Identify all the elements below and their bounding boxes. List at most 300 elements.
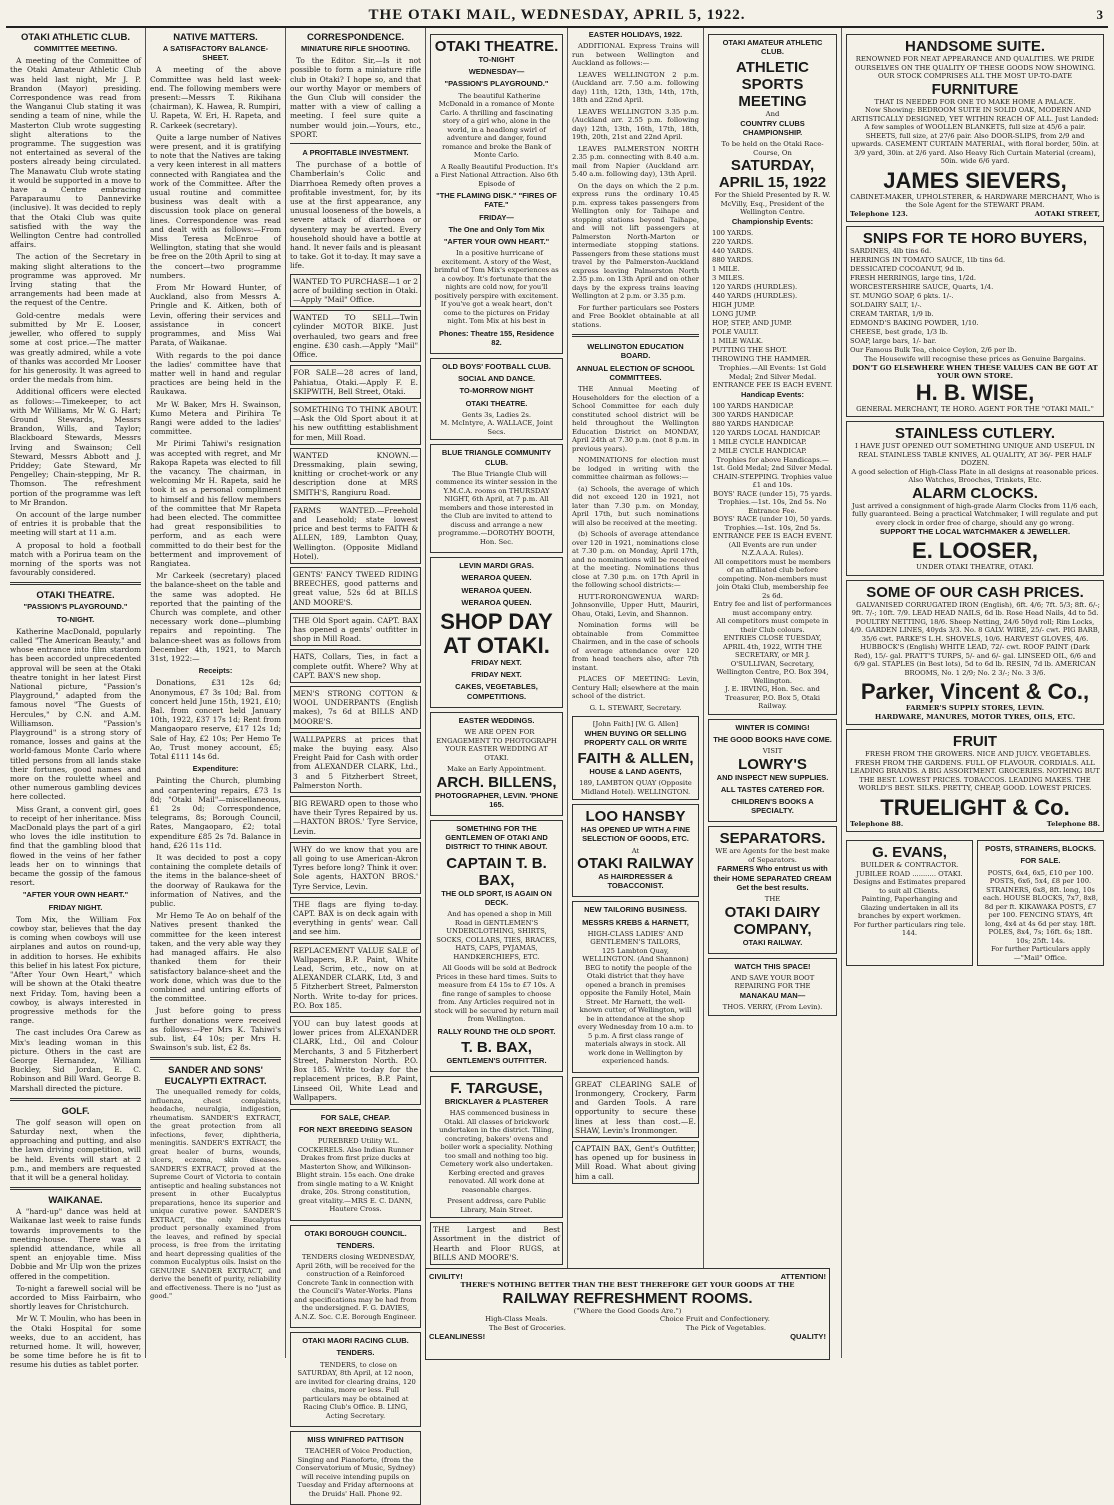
bax-ad [430,820,563,1072]
classified-ad: WALLPAPERS at prices that make the buying easy. Also Freight Paid for Cash with order from ALEXANDER CLARK, Ltd., 3 and 5 Fitzherbert Street, Palmerston North. [290,732,421,793]
list-item: 100 YARDS. [712,229,754,238]
gentlemen-heading: SOMETHING FOR THE GENTLEMEN OF OTAKI AND DISTRICT TO THINK ABOUT. [445,823,548,852]
quality-label: QUALITY! [790,1332,826,1341]
sanders-heading: SANDER AND SONS' EUCALYPTI EXTRACT. [164,1065,267,1088]
lowrys-ad [708,719,837,823]
ad-text: PLACES OF MEETING: Levin, Century Hall; elsewhere at the main school of the district. [572,675,699,701]
article-paragraph: From Mr Howard Hunter, of Auckland, also from Messrs A. Pringle and K. Aitken, both of Levin, offering their services and assistance in concert programmes, and Miss Wai Parata, of Waikanae. [150,283,281,348]
athletic-club-heading: OTAKI ATHLETIC CLUB. [20,32,131,43]
watch-label: WATCH THIS SPACE! [734,961,811,971]
borough-heading: OTAKI BOROUGH COUNCIL. [304,1228,407,1238]
article-paragraph: Miss Grant, a convent girl, goes to receipt of her inheritance. Miss MacDonald plays the part of a girl who loves the idle institution to find that the gambling blood that flowed in the veins of her father leads her on to winnings that became the gossip of the famous resort. [10,804,141,888]
classified-ad: GENTS' FANCY TWEED RIDING BREECHES, good patterns and great value, 52s 6d at BILLS AND MOORE'S. [290,567,421,610]
cash-prices-heading: SOME OF OUR CASH PRICES. [866,583,1084,601]
tenders-label: TENDERS. [336,1348,375,1358]
railway-label: OTAKI RAILWAY [577,855,694,873]
ad-text: Just arrived a consignment of high-grade Alarm Clocks from 11/6 each, fully guaranteed. Being a practical Watchmaker, I will regulate and put every clock in order free of charge, should any go wrong. [851,501,1099,527]
golf-heading: GOLF. [61,1105,90,1117]
sievers-address: AOTAKI STREET, [1034,209,1100,218]
truelight-telephone: Telephone 88. [1046,819,1100,828]
for-sale-label: FOR SALE. [1020,856,1061,866]
refreshment-rooms-ad [425,1268,830,1360]
snips-heading: SNIPS FOR TE HORO BUYERS, [862,230,1088,247]
list-item: 440 YARDS (HURDLES). [712,292,798,301]
sports-meeting-ad [708,34,837,715]
civility-label: CIVILITY! [429,1272,463,1281]
list-item: HIGH JUMP. [712,301,755,310]
friday-next-label: FRIDAY NEXT. [471,658,522,668]
columns [6,28,1108,1498]
ad-text: HAS commenced business in Otaki. All classes of brickwork undertaken in the district. Tiling, concreting, bakers' ovens and boiler work a speciality. Nothing too small and nothing too big. Cemetery work also undertaken. Kerbing erected and graves renovated. All work done at reasonable charges. [439,1109,554,1194]
rally-label: RALLY ROUND THE OLD SPORT. [437,1026,556,1036]
native-matters-heading: NATIVE MATTERS. [173,32,258,43]
held-label: To be held on the Otaki Race-Course, On [721,140,824,157]
venue-label: OTAKI THEATRE. [465,398,528,408]
ad-text: Nomination forms will be obtainable from Committee Chairmen, and in the case of schools of average attendance over 120 from head teachers also, after 7th instant. [572,621,699,672]
housewife-label: The Housewife will recognise these prices as Genuine Bargains. [864,355,1086,363]
sievers-name: JAMES SIEVERS, [883,167,1067,193]
boys-race-label: BOYS' RACE (under 15), 75 yards. Trophies.—1st. 10s, 2nd 5s. No Entrance Fee. [713,489,832,515]
sievers-subheading: CABINET-MAKER, UPHOLSTERER, & HARDWARE MERCHANT, Who is the Sole Agent for the STEWART PRAM. [850,192,1100,209]
mardi-gras-ad [430,557,563,708]
ad-text: All Goods will be sold at Bedrock Prices in these hard times. Suits to measure from £4 15s to £7 10s. A fine range of samples to choose from. Any Articles required not in stock will be secured by return mail from Wellington. [434,964,559,1023]
amateur-club-label: OTAKI AMATEUR ATHLETIC CLUB. [722,38,823,57]
tomorrow-label: TO-MORROW NIGHT [459,386,534,396]
address-label: Present address, care Public Library, Main Street. [447,1197,546,1214]
theatre-subheading: "PASSION'S PLAYGROUND." [23,602,128,612]
address-label: 189, LAMBTON QUAY (Opposite Midland Hotel). WELLINGTON. [579,779,692,796]
list-item: 2 MILE CYCLE HANDICAP. [712,446,807,455]
article-paragraph: Mr Pirimi Tahiwi's resignation was accepted with regret, and Mr Rakopa Rapeta was elected to fill the vacancy. The chairman, in welcoming Mr H. Rapeta, said he took it as a personal compliment to himself and his fellow members of the committee that Mr Rapeta had been elected. The committee had great responsibilities to perform, and as each were committed to do their best for the betterment and improvement of Rangiatea. [150,439,281,568]
loo-hansby-name: LOO HANSBY [585,808,686,826]
tom-mix-label: The One and Only Tom Mix [448,224,545,234]
verry-name: THOS. VERRY, (From Levin). [722,1003,823,1012]
country-label: COUNTRY CLUBS CHAMPIONSHIP. [740,118,805,138]
attention-label: ATTENTION! [780,1272,826,1281]
article-paragraph: Painting the Church, plumbing and carpentering repairs, £73 1s 8d; "Otaki Mail"—miscellaneous, £1 2s 0d; Correspondence, telegrams, 8s; Borough Council, Rates, Mangaoparo, £2; total expenditure £85 2s 7d. Balance in hand, £26 11s 11d. [150,776,281,850]
friday-next-label: FRIDAY NEXT. [471,670,522,680]
bottom-ads-row [846,836,1104,970]
cleanliness-label: CLEANLINESS! [429,1332,486,1341]
billens-ad [430,712,563,816]
column-1 [6,28,146,1370]
secretary-label: J. E. IRVING, Hon. Sec. and Treasurer, P.O. Box 5, Otaki Railway. [724,685,821,711]
signature: G. L. STEWART, Secretary. [589,703,682,712]
list-item: 880 YARDS HANDICAP. [712,419,794,428]
agents-label: HOUSE & LAND AGENTS, [589,766,682,776]
snips-list [850,247,1100,355]
otaki-theatre-heading: OTAKI THEATRE. [36,590,115,602]
parker-vincent-ad [846,580,1104,726]
evans-ad [846,840,973,966]
books-label: THE GOOD BOOKS HAVE COME. [713,734,832,744]
refreshment-rooms-name: RAILWAY REFRESHMENT ROOMS. [502,1289,753,1307]
shield-label: For the Shield Presented by R. W. McVilly, Esq., President of the Wellington Centre. [714,191,831,217]
article-paragraph: A meeting of the Committee of the Otaki Amateur Athletic Club was held last night, Mr J. P. Brandon (Mayor) presiding. Correspondence was read from the Wanganui Club stating it was sending a team of nine, while the Masterton Club wrote suggesting slight alterations to the programme. The suggestion was not entertained as several of the posters already being circulated. The Manawatu Club wrote stating it would be supported in a move to have a Centre embracing Paraparaumu to Dannevirke (inclusive). It was decided to reply that the Otaki Club was quite satisfied with the way the Wellington Centre had controlled affairs. [10,56,141,250]
list-item: THROWING THE HAMMER. [712,355,811,364]
meals-label: High-Class Meals. [485,1315,548,1323]
competitors-label: All competitors must be members of an affiliated club before competing. Non-members must join Otaki Club, membership fee 2s 6d. [714,557,831,600]
ad-text: NOMINATIONS for election must be lodged in writing with the committee chairman as follows:— [572,456,699,482]
tailor-sub: HIGH-CLASS LADIES' AND GENTLEMEN'S TAILORS, [587,929,684,947]
stock-label: OUR STOCK COMPRISES ALL THE MOST UP-TO-DATE [878,72,1072,80]
divider [10,1187,141,1190]
list-item: LONG JUMP. [712,310,757,319]
theatre-subheading-2: "AFTER YOUR OWN HEART." [22,890,129,900]
column-6 [704,28,842,1358]
outfitter-label: GENTLEMEN'S OUTFITTER. [446,1055,547,1065]
serial-title: "THE FLAMING DISK." "FIRES OF FATE." [436,191,557,210]
admission-label: Gents 3s, Ladies 2s. [461,410,532,419]
billens-name: ARCH. BILLENS, [436,773,557,791]
entrance-label: ENTRANCE FEE IS EACH EVENT. [712,532,833,541]
divider [290,143,421,144]
old-boys-ad [430,358,563,440]
ad-text: THERE'S NOTHING BETTER THAN THE BEST THEREFORE GET YOUR GOODS AT THE [460,1281,795,1289]
classified-ad: THE flags are flying to-day. CAPT. BAX is on deck again with everything in gents' wear. Call and see him. [290,897,421,940]
photographer-label: PHOTOGRAPHER, LEVIN. 'PHONE 165. [435,790,558,809]
meeting-date: SATURDAY, APRIL 15, 1922 [718,157,827,192]
and-label: And [765,110,780,119]
truelight-ad [846,729,1104,832]
list-item: 1 MILE WALK. [712,337,764,346]
blue-triangle-ad [430,444,563,553]
classified-ad: GREAT CLEARING SALE of Ironmongery, Crockery, Farm and Garden Tools. A rare opportunity to secure these lines at less than cost.—E. SHAW, Levin's Ironmonger. [572,1077,699,1138]
native-matters-subheading: A SATISFACTORY BALANCE-SHEET. [162,44,269,63]
list-item: POLE VAULT. [712,328,759,337]
bax-name: CAPTAIN T. B. BAX, [446,854,547,889]
list-item: 300 YARDS HANDICAP. [712,410,794,419]
entries-close-label: ENTRIES CLOSE TUESDAY, APRIL 4th, 1922, WITH THE SECRETARY, or MR J. O'SULLIVAN, Secretary, Wellington Centre, P.O. Box 394, Wellington. [716,634,829,685]
column-5 [568,28,704,1358]
classified-ad: WANTED TO SELL—Twin cylinder MOTOR BIKE. Just overhauled, two gears and free engine. £30 cash.—Apply "Mail" Office. [290,310,421,362]
list-item: SOAP, large bars, 1/- bar. [850,337,937,345]
inspect-label: AND INSPECT NEW SUPPLIES. [716,772,829,782]
dairy-name: OTAKI DAIRY COMPANY, [724,903,821,938]
easter-holidays-heading: EASTER HOLIDAYS, 1922. [588,30,683,39]
ad-text: A Really Beautiful Production. It's a First National Attraction. Also 6th Episode of [434,162,559,188]
manakau-label: MANAKAU MAN— [739,990,806,1000]
entry-fee-label: Entry fee and list of performances must accompany entry. [713,600,832,617]
fruit-label: Choice Fruit and Confectionery. [659,1315,770,1323]
queen-label: WERAROA QUEEN. [461,597,532,607]
handsome-heading: HANDSOME SUITE. [904,38,1045,55]
championship-events-list [712,229,833,364]
dairy-ad [708,826,837,953]
theatre-ad-heading: OTAKI THEATRE. [434,38,559,55]
lowrys-name: LOWRY'S [738,755,807,773]
ad-text: WE ARE OPEN FOR ENGAGEMENT TO PHOTOGRAPH YOUR EASTER WEDDING AT OTAKI. [436,728,557,762]
wednesday-label: WEDNESDAY— [468,67,525,77]
evans-subheading: BUILDER & CONTRACTOR. [860,861,959,870]
article-paragraph: A proposal to hold a football match with a Porirua team on the morning of the sports was not favourably considered. [10,540,141,578]
classified-ad: THE Old Sport again. CAPT. BAX has opened a gents' outfitter in shop in Mill Road. [290,613,421,647]
ad-text: For further particulars see Posters and Free Booklet obtainable at all stations. [572,303,699,329]
classified-ad: THE Largest and Best Assortment in the district of Hearth and Floor RUGS, at BILLS AND MOORE'S. [430,1222,563,1265]
classified-ad: HATS, Collars, Ties, in fact a complete outfit. Where? Why at CAPT. BAX'S new shop. [290,649,421,683]
at-label: At [631,846,640,855]
expenditure-heading: Expenditure: [192,764,239,774]
theatre-ad [430,34,563,354]
maori-racing-ad [290,1332,421,1427]
tailoring-heading: NEW TAILORING BUSINESS. [584,905,687,915]
ad-text: LEAVES WELLINGTON 2 p.m. (Auckland arr. 7.50 a.m. following day) 11th, 12th, 13th, 14th, 17th, 18th and 22nd April. [572,70,699,105]
list-item: 880 YARDS. [712,256,754,265]
ad-text: HUTT-RORONGWENUA WARD: Johnsonville, Upper Hutt, Mauriri, Ohau, Otaki, Levin, and Shannon. [572,592,699,618]
dont-label: DON'T GO ELSEWHERE WHEN THESE VALUES CAN BE GOT AT YOUR OWN STORE. [852,363,1098,380]
maori-racing-heading: OTAKI MAORI RACING CLUB. [302,1336,409,1346]
column-2 [146,28,286,1358]
trophies-label: Trophies.—All Events: 1st Gold Medal; 2nd Silver Medal. ENTRANCE FEE IS EACH EVENT. [712,364,833,390]
faith-allen-name: FAITH & ALLEN, [577,749,694,767]
ad-text: TENDERS closing WEDNESDAY, April 26th, will be received for the construction of a Reinforced Concrete Tank in connection with the Council's Water-Works. Plans and specifications may be had from the undersigned. F. G. DAVIES, A.N.Z. Soc. C.E. Borough Engineer. [294,1253,417,1321]
phones-label: Phones: Theatre 155, Residence 82. [438,328,555,347]
divider [150,1057,281,1060]
list-item: Our Famous Bulk Tea, choice Ceylon, 2/6 per lb. [850,346,1017,354]
handicap-label: Handicap Events: [741,389,804,399]
ad-text: TEACHER of Voice Production, Singing and Pianoforte, (from the Conservatorium of Music, Sydney) will receive intending pupils on Tuesday and Friday afternoons at the Druids' Hall. Phone 92. [295,1447,416,1498]
article-paragraph: Gold-centre medals were submitted by Mr E. Looser, jeweller, who offered to supply some at cost price.—The matter was greatly admired, while a vote of thanks was accorded Mr Looser for his generosity. It was agreed to order the medals from him. [10,310,141,385]
receipts-heading: Receipts: [198,666,233,676]
list-item: 120 YARDS (HURDLES). [712,283,798,292]
classified-ad: MEN'S STRONG COTTON & WOOL UNDERPANTS (English makes), 7s 6d at BILLS AND MOORE'S. [290,686,421,729]
ad-text: (a) Schools, the average of which did not exceed 120 in 1921, not later than 7.30 p.m. on Monday, April 17th, but such nominations will also be received at the meeting. [572,484,699,527]
article-paragraph: A meeting of the above Committee was held last week-end. The following members were present:—Messrs T. Rikihana (chairman), K. Hawea, R. Rumpiri, U. Rapeta, W. Eri, H. Rapeta, and R. Carkeek (secretary). [150,65,281,130]
ad-text: TENDERS, to close on SATURDAY, 8th April, at 12 noon, are invited for clearing drains, 120 chains, more or less. Full particulars may be obtained at Racing Club's Office. B. LING, Acting Secretary. [295,1360,416,1420]
dairy-location: OTAKI RAILWAY. [742,937,803,947]
article-paragraph: The cast includes Ora Carew as Mix's leading woman in this picture. Others in the cast are George Hernandez, William Buckley, Sid Jordan, E. C. Robinson and Bill Ward. George B. Marshall directed the picture. [10,1028,141,1093]
film-title: "AFTER YOUR OWN HEART." [443,236,550,246]
ad-text: Designs and Estimates prepared to suit all Clients. [853,878,966,895]
farmers-label: FARMERS Who entrust us with their HOME SEPARATED CREAM Get the best results. [713,864,832,892]
list-item: DESSICATED COCOANUT, 9d lb. [850,265,965,273]
for-sale-ad [290,1109,421,1221]
for-sale-heading: FOR SALE, CHEAP. [320,1112,391,1122]
article-paragraph: Mr W. Baker, Mrs H. Swainson, Kumo Metera and Pirihira Te Rangi were added to the ladies' committee. [150,399,281,437]
children-label: CHILDREN'S BOOKS A SPECIALTY. [731,797,814,816]
ad-text: THE Annual Meeting of Householders for the election of a School Committee for each duly constituted school district will be held throughout the Wellington Education District on MONDAY, April 24th at 7.30 p.m. (not 8 p.m. in previous years). [572,385,699,453]
rifle-subheading: MINIATURE RIFLE SHOOTING. [300,44,411,53]
sievers-ad [846,34,1104,222]
easter-heading: EASTER WEDDINGS. [458,715,535,725]
secretaries-label: M. McIntyre, A. WALLACE, Joint Secs. [440,419,553,436]
needed-label: THAT IS NEEDED FOR ONE TO MAKE HOME A PALACE. [874,97,1076,106]
hairdresser-label: AS HAIRDRESSER & TOBACCONIST. [598,872,673,891]
targuse-ad [430,1076,563,1218]
ad-text: And has opened a shop in Mill Road in GENTLEMEN'S UNDERCLOTHING, SHIRTS, SOCKS, COLLARS, TIES, BRACES, HATS, CAPS, PYJAMAS, HANDKERCHIEFS, ETC. [436,910,557,961]
list-item: WORCESTERSHIRE SAUCE, Quarts, 1/4. [850,283,994,291]
chain-label: CHAIN-STEPPING. Trophies value £1 and 10s. [712,472,833,490]
ad-text: ADDITIONAL Express Trains will run between Wellington and Auckland as follows:— [572,42,699,68]
colours-label: All competitors must compete in their Club colours. [716,617,829,634]
cakes-label: CAKES, VEGETABLES, COMPETITIONS. [455,682,538,701]
ad-text: RENOWNED FOR NEAT APPEARANCE AND QUALITIES. WE PRIDE OURSELVES ON THE QUALITY OF THESE GOODS NOW SHOWING. [854,55,1096,72]
rules-label: (All Events are run under N.Z.A.A.A. Rules). [728,540,817,558]
old-boys-heading: OLD BOYS' FOOTBALL CLUB. [442,362,551,372]
visit-label: VISIT [762,747,783,756]
list-item: 120 YARDS LOCAL HANDICAP. [712,428,821,437]
blue-triangle-heading: BLUE TRIANGLE COMMUNITY CLUB. [441,448,552,467]
ad-footer-row [429,1332,826,1341]
queen-label: WERAROA QUEEN. [461,585,532,595]
separators-heading: SEPARATORS. [719,830,826,848]
friday-label: FRIDAY— [479,212,514,222]
sievers-telephone: Telephone 123. [850,209,908,218]
appointment-label: Make an Early Appointment. [446,765,547,774]
groceries-label: The Best of Groceries. [488,1323,566,1332]
truelight-telephone: Telephone 88. [850,819,904,828]
classified-ad: WANTED TO PURCHASE—1 or 2 acre of building section in Otaki.—Apply "Mail" Office. [290,274,421,308]
save-label: AND SAVE YOUR BOOT REPAIRING FOR THE [730,973,815,991]
masthead-title: THE OTAKI MAIL, WEDNESDAY, APRIL 5, 1922. [368,6,746,23]
boys-race-label: BOYS' RACE (under 10), 50 yards. Trophies.—1st. 10s, 2nd 5s. [713,515,832,532]
bax-subheading: THE OLD SPORT, IS AGAIN ON DECK. [441,888,552,907]
ad-text: GALVANISED CORRUGATED IRON (English), 6ft. 4/6; 7ft. 5/3; 8ft. 6/-; 9ft. 7/-; 10ft. 7/9. LEAD HEAD NAILS, 6d lb. Rose Head Nails, 4d to 5d. POULTRY NETTING, 18/6. Sheep Netting, 24/6 50yd roll; Rim Locks, 4/9. GARDEN LINES, 40yds 3/3. No. 8 GALV. WIRE, 25/- cwt. PIG BARB, 35/6 cwt. PARKE'S L.H. SHOVELS, 10/6. HARVEST GLOVES, 4/6. HUBBOCK'S (English) WHITE LEAD, 72/- cwt. ROOF PAINT (Dark Red), 15/- gal. PRATT'S TURPS, 5/- and 6/- gal. LINSEED OIL, 6/6 and 6/9 gal. STAPLES (in Best lots), 5d to 6d lb. RESIN, 7d lb. AMERICAN BROOMS, No. 1 2/9; No. 2 3/-; No. 3 3/6. [850,600,1100,677]
tenders-label: TENDERS. [336,1241,375,1251]
sports-heading: ATHLETIC SPORTS MEETING [735,59,810,111]
article-paragraph: The action of the Secretary in making slight alterations to the programme was approved. Mr Irving stating that the arrangements had been made at the request of the Centre. [10,252,141,308]
article-paragraph: Mr Hemo Te Ao on behalf of the Natives present thanked the committee for the keen interest taken, and the very able way they had managed affairs. He also thanked them for their satisfactory balance-sheet and the work done, which was due to the combined and untiring efforts of the committee. [150,911,281,1004]
divider [10,582,141,585]
article-paragraph: Additional officers were elected as follows:—Timekeeper, to act with Mr Williams, Mr W. G. Hart; Ground Stewards, Messrs Brandon, Wills, and Taylor; Blackboard Stewards, Messrs Irving and Swainson; Cell Steward, Messrs Abbott and J. Priddey; Gate Steward, Mr Pengelley; Chain-stepping, Mr R. Thomson. The refreshment portion of the programme was left to Mr Brandon. [10,387,141,507]
parker-vincent-name: Parker, Vincent & Co., [860,679,1090,705]
tonight-label: TO-NIGHT. [56,614,95,624]
article-paragraph: To the Editor. Sir,—Is it not possible to form a miniature rifle club in Otaki? I hope so, and that our worthy Mayor or members of the Gun Club will consider the matter with a view of calling a meeting. I feel sure quite a number would join.—Yours, etc., SPORT. [290,56,421,139]
education-board-heading: WELLINGTON EDUCATION BOARD. [587,342,684,361]
film-title: "PASSION'S PLAYGROUND." [444,79,549,89]
column-7 [842,28,1108,1358]
ad-text: WHEN BUYING OR SELLING PROPERTY CALL OR WRITE [584,728,687,747]
ad-text: (b) Schools of average attendance over 120 in 1921, nominations close at 7.30 p.m. on Monday, April 17th, and no nominations will be received at the meeting. Nominations thus close at 7.30 p.m. on 17th April in the following school districts:— [572,530,699,590]
ad-text: LEAVES WELLINGTON 3.35 p.m. (Auckland arr. 2.55 p.m. following day) 12th, 13th, 16th, 17th, 18th, 19th, 20th, 21st and 22nd April. [572,107,699,142]
ad-text: POSTS, 6x4, 6x5, £10 per 100. POSTS, 6x6, 5x4, £8 per 100. STRAINERS, 6x8, 8ft. long, 10s each. HOUSE BLOCKS, 7x7, 8x8, 8d per ft. KIKAWAKA POSTS, £7 per 100. FENCING STAYS, 4ft long, 4x4 at 4s 6d per stay. 18ft. POLES, 8x4, 7s; 16ft. 6s; 18ft. 10s; 25ft. 14s. [982,868,1099,945]
ad-text: FRESH FROM THE GROWERS. NICE AND JUICY. VEGETABLES. FRESH FROM THE GARDENS. FULL OF FLAVOUR. CORDIALS. ALL LEADING BRANDS. A BIG ASSORTMENT. GROCERIES. NOTHING BUT THE BEST. LOWEST PRICES. TOBACCOS. LEADING MAKES. THE WORLD'S BEST. SILKS. PRETTY, CHEAP, GOOD. LOWEST PRICES. [850,750,1100,793]
ad-text: In a positive hurricane of excitement. A story of the West, brimful of Tom Mix's experiences as a cowboy. It's fortunate that the nights are cold now, for you'll positively perspire with excitement. If you've got a weak heart, don't come to the pictures on Friday night. Tom Mix at his best in [434,249,559,326]
classified-ad: FARMS WANTED.—Freehold and Leasehold; state lowest price and best terms to FAITH & ALLEN, 189, Lambton Quay, Wellington. (Opposite Midland Hotel). [290,503,421,564]
list-item: EDMOND'S BAKING POWDER, 1/10. [850,319,979,327]
posts-heading: POSTS, STRAINERS, BLOCKS. [985,844,1096,854]
ad-text: For further particulars ring tele. 144. [853,920,966,938]
list-item: SOLDAIRY SALT, 1/-. [850,301,922,309]
wise-ad [846,226,1104,417]
looser-ad [846,421,1104,576]
ad-text: WE are Agents for the best make of Separators. [715,847,830,864]
divider [572,334,699,337]
krebs-harnett-ad [572,901,699,1072]
list-item: HOP, STEP, AND JUMP. [712,319,792,328]
fruit-heading: FRUIT [952,733,998,751]
list-item: 1 MILE CYCLE HANDICAP. [712,437,807,446]
wise-name: H. B. WISE, [915,379,1035,405]
waikanae-heading: WAIKANAE. [48,1195,103,1207]
friday-label: FRIDAY NIGHT. [48,902,103,912]
tastes-label: ALL TASTES CATERED FOR. [720,784,825,794]
article-paragraph: Donations, £31 12s 6d; Anonymous, £7 3s 10d; Bal. from concert held June 15th, 1921, £10; Bal. from concert held January 10th, 1922, £37 17s 1d; Rent from Mangaoparo reserve, £17 12s 1d; Sale of Hay, £2 10s; Per Hemo Te Ao, Trust money account, £5; Total £111 14s 6d. [150,678,281,762]
borough-council-ad [290,1225,421,1328]
ad-text: On the days on which the 2 p.m. express runs the ordinary 10.45 p.m. express takes passengers from Wellington only for Taihape and stopping stations beyond Taihape, and will not lift passengers at Palmerston North-Marton or intermediate stopping stations. Passengers from these stations must travel by the Palmerston-Auckland express leaving Palmerston North 2.35 p.m. on 13th April and on other days by the express trains leaving Wellington at 2 p.m. or 3.35 p.m. [572,181,699,301]
ad-text: PUREBRED Utility W.L. COCKERELS. Also Indian Runner Drakes from first prize ducks at Masterton Show, and Wilkinson-Blight strain. 15s each. One drake from single mating to a W. Knight drake, 20s. Strong constitution, great vitality.—MRS E. C. DANN, Hautere Cross. [296,1137,415,1214]
athletic-club-subheading: COMMITTEE MEETING. [33,44,118,53]
looser-address: UNDER OTAKI THEATRE, OTAKI. [916,563,1034,572]
list-item: PUTTING THE SHOT. [712,346,788,355]
election-subheading: ANNUAL ELECTION OF SCHOOL COMMITTEES. [576,363,695,382]
article-paragraph: With regards to the poi dance the ladies' committee have that matter well in hand and regular practices are being held in the Raukawa. [150,350,281,397]
bricklayer-label: BRICKLAYER & PLASTERER [444,1096,549,1106]
article-paragraph: A "hard-up" dance was held at Waikanae last week to raise funds towards improvements to the meeting-house. There was a splendid attendance, while all spent an enjoyable time. Miss Dobbie and Mr Ulp won the prizes offered in the competition. [10,1207,141,1281]
loo-hansby-ad [572,804,699,897]
sievers-footer [850,210,1100,219]
classified-ad: YOU can buy latest goods at lower prices from ALEXANDER CLARK, Ltd., Oil and Colour Merchants, 3 and 5 Fitzherbert Street, Palmerston North. P.O. Box 185. Write to-day for the replacement prices, B.P. Paint, Linseed Oil, White Lead and Wallpapers. [290,1016,421,1105]
page-number: 3 [1096,7,1104,22]
article-paragraph: The unequalled remedy for colds, influenza, chest complaints, headache, neuralgia, indigestion, rheumatism. SANDER'S EXTRACT, the great protection from all infections, fever, diphtheria, meningitis. SANDER'S EXTRACT, the great healer of burns, wounds, ulcers, eczema, skin diseases. SANDER'S EXTRACT, proved at the Supreme Court of Victoria to contain antiseptic and healing substances not present in other Eucalyptus preparations, hence its superior and unique curative power. SANDER'S EXTRACT, the only Eucalyptus product personally examined from the leaves, and refined by special process, is free from the irritating and heart depressing qualities of the common Eucalyptus oils. Insist on the GENUINE SANDER EXTRACT, and derive the benefit of purity, reliability and effectiveness. There is no "just as good." [150,1088,281,1301]
column-3 [286,28,426,1498]
list-item: 220 YARDS. [712,238,754,247]
ad-text: LEAVES PALMERSTON NORTH 2.35 p.m. connecting with 8.40 a.m. mail from Napier (Auckland arr. 5.40 a.m. following day), 13th April. [572,144,699,179]
evans-name: G. EVANS, [872,844,947,862]
ad-text: The beautiful Katherine McDonald in a romance of Monte Carlo. A thrilling and fascinating story of a girl who, alone in the world, in a headlong swirl of adventure and danger, found romance and broke the Bank of Monte Carlo. [438,91,555,160]
verry-ad [708,958,837,1016]
ad-text: Painting, Paperhanging and Glazing undertaken in all its branches by expert workmen. [858,895,961,921]
parker-subheading-2: HARDWARE, MANURES, MOTOR TYRES, OILS, ETC. [874,712,1076,721]
queen-label: WERAROA QUEEN. [461,573,532,583]
article-paragraph: On account of the large number of entries it is probable that the meeting will start at 11 a.m. [10,509,141,538]
article-paragraph: The purchase of a bottle of Chamberlain's Colic and Diarrhoea Remedy often proves a profitable investment, for, by its use at the first appearance, any unusual looseness of the bowels, a severe attack of diarrhoea or dysentery may be averted. Every household should have a bottle at hand. It never fails and is pleasant to take. Got it to-day. It may save a life. [290,160,421,271]
tonight-label: TO-NIGHT [478,55,515,64]
shop-day-heading: SHOP DAY AT OTAKI. [440,609,553,659]
targuse-name: F. TARGUSE, [450,1079,543,1097]
evans-address: JUBILEE ROAD ........... OTAKI. [856,869,963,878]
trophies-label: Trophies for above Handicaps.—1st. Gold Medal; 2nd Silver Medal. [712,455,833,473]
ad-text: BEG to notify the people of the Otaki district that they have opened a branch in premises opposite the Family Hotel, Main Street. Mr Harnett, the well-known cutter, of Wellington, will be in attendance at the shop every Wednesday from 10 a.m. to 5 p.m. A first class range of materials always in stock. All work done in Wellington by experienced hands. [577,963,694,1066]
mardi-gras-heading: LEVIN MARDI GRAS. [459,561,534,571]
support-label: SUPPORT THE LOCAL WATCHMAKER & JEWELLER. [879,527,1071,536]
classified-ad: WANTED KNOWN.—Dressmaking, plain sewing, knitting or crochet-work or any description done at MRS SMITH'S, Rangiuru Road. [290,448,421,500]
article-paragraph: To-night a farewell social will be accorded to Miss Fairbairn, who shortly leaves for Christchurch. [10,1283,141,1312]
championship-label: Championship Events: [731,216,814,226]
list-item: HERRINGS IN TOMATO SAUCE, 1lb tins 6d. [850,256,1006,264]
tailor-name: MESSRS KREBS & HARNETT, [582,917,689,927]
article-paragraph: Mr Carkeek (secretary) placed the balance-sheet on the table and the same was adopted. He reported that the painting of the Church was complete, and other necessary work done—plumbing repairs and repointing. The balance-sheet was as follows from December 4th, 1921, to March 31st, 1922:— [150,571,281,663]
classified-ad: BIG REWARD open to those who have their Tyres Repaired by us.—HAXTON BROS.' Tyre Service, Levin. [290,796,421,839]
article-paragraph: The golf season will open on Saturday next, when the approaching and putting, and also the lawn driving competition, will be held. Events will start at 2 p.m., and members are requested that it will be a general holiday. [10,1117,141,1182]
bax-name-2: T. B. BAX, [461,1038,532,1056]
article-paragraph: Just before going to press further donations were received as follows:—Per Mrs K. Tahiwi's sub. list, £4 10s; per Mrs H. Swainson's sub. list, £2 8s. [150,1006,281,1053]
offerings-row-2 [429,1324,826,1333]
social-label: SOCIAL AND DANCE. [457,374,536,384]
stainless-heading: STAINLESS CUTLERY. [894,425,1055,442]
ad-text: For further Particulars apply—"Mail" Office. [990,945,1091,962]
classified-ad: SOMETHING TO THINK ABOUT.—Ask the Old Sport about it at his new outfitting establishment for men, Mill Road. [290,402,421,445]
wise-subheading: GENERAL MERCHANT, TE HORO. AGENT FOR THE "OTAKI MAIL." [856,404,1094,413]
ad-header-row [429,1272,826,1281]
list-item: SARDINES, 4lb tins 6d. [850,247,932,255]
correspondence-heading: CORRESPONDENCE. [306,32,405,43]
handicap-events-list [712,402,833,456]
article-paragraph: Tom Mix, the William Fox cowboy star, believes that the day is coming when cowboys will use airplanes and autos on round-up, in addition to horses. He exhibits this belief in his latest Fox picture, "After Your Own Heart," which will be shown at the Otaki theatre next Friday. Tom, having been a cowboy, is always interested in progressive methods for the range. [10,914,141,1026]
tailor-address: 125 Lambton Quay, WELLINGTON. (And Shannon) [582,946,689,964]
looser-name: E. LOOSER, [912,538,1038,564]
classified-ad: WHY do we know that you are all going to use American-Akron Tyres before long? Think it over. Sole agents, HAXTON BROS.' Tyre Service, Levin. [290,842,421,894]
list-item: 440 YARDS. [712,247,754,256]
breeding-subheading: FOR NEXT BREEDING SEASON [298,1125,413,1135]
parker-subheading: FARMER'S SUPPLY STORES, LEVIN. [905,704,1045,713]
furniture-heading: FURNITURE [931,80,1019,98]
list-item: CREAM TARTAR, 1/9 lb. [850,310,934,318]
article-paragraph: Mr W. T. Moulin, who has been in the Otaki Hospital for some weeks, due to an accident, has returned home. It will, however, be some time before he is fit to resume his duties as tablet porter. [10,1314,141,1370]
ad-text: I HAVE JUST OPENED OUT SOMETHING UNIQUE AND USEFUL IN REAL STAINLESS TABLE KNIVES, AL QUALITY, AT 36/- PER HALF DOZEN. [855,442,1095,467]
ad-text: A good selection of High-Class Plate in all designs at reasonable prices. Also Watches, Brooches, Trinkets, Etc. [851,467,1099,484]
classified-ad: FOR SALE—28 acres of land, Pahiatua, Otaki.—Apply F. E. SKIPWITH, Bell Street, Otaki. [290,365,421,399]
